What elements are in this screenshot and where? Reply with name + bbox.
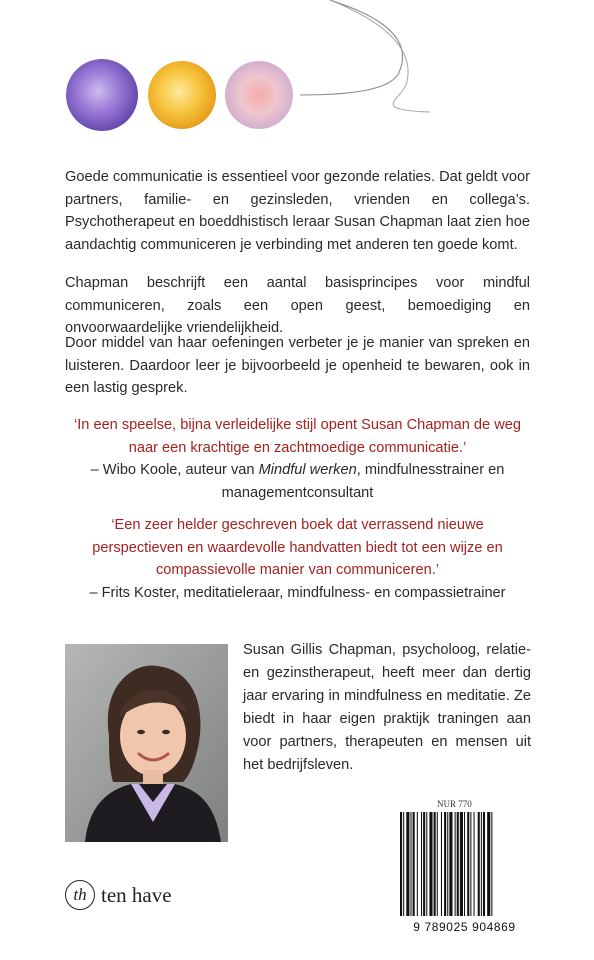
quote-author: – Frits Koster, meditatieleraar, mindfulness- en compassietrainer	[89, 584, 506, 601]
watercolor-decoration	[0, 0, 594, 140]
quote-author: – Wibo Koole, auteur van Mindful werken, mindfulnesstrainer en managementconsultant	[90, 462, 505, 501]
author-bio: Susan Gillis Chapman, psycholoog, relatie- en gezinstherapeut, heeft meer dan dertig jaar ervaring in mindfulness en meditatie. Ze biedt in haar eigen praktijk traningen aan voor partners, therapeuten en mensen uit het bedrijfsleven.	[243, 642, 531, 773]
quote-block-1	[65, 414, 530, 504]
quote-author-book: Mindful werken	[258, 462, 357, 478]
watercolor-dot-yellow-icon	[148, 61, 216, 129]
quote-text: ‘In een speelse, bijna verleidelijke stijl opent Susan Chapman de weg naar een krachtige en zachtmoedige communicatie.’	[73, 417, 521, 456]
quote-text: ‘Een zeer helder geschreven boek dat verrassend nieuwe perspectieven en waardevolle handvatten biedt tot een wijze en compassievolle manier van communiceren.’	[92, 517, 503, 578]
quote-block-2	[65, 514, 530, 604]
intro-paragraph-2: Chapman beschrijft een aantal basisprincipes voor mindful communiceren, zoals een open geest, bemoediging en onvoorwaardelijke vriendelijkheid.	[65, 275, 530, 336]
watercolor-dot-pink-icon	[225, 61, 293, 129]
intro-paragraph-3: Door middel van haar oefeningen verbeter je je manier van spreken en luisteren. Daardoor leer je bijvoorbeeld je openheid te bewaren, ook in een lastig gesprek.	[65, 335, 530, 396]
publisher-name: ten have	[101, 882, 172, 907]
string-line	[300, 0, 403, 95]
nur-code: NUR 770	[437, 799, 472, 809]
author-photo	[65, 644, 228, 842]
publisher-logo	[65, 878, 172, 912]
barcode-digits: 9 789025 904869	[413, 920, 516, 934]
publisher-mark-icon: th	[65, 880, 95, 910]
intro-paragraph-1: Goede communicatie is essentieel voor gezonde relaties. Dat geldt voor partners, familie- en gezinsleden, vrienden en collega’s. Psychotherapeut en boeddhistisch leraar Susan Chapman laat zien hoe aandachtig communiceren je verbinding met anderen ten goede komt.	[65, 169, 530, 253]
watercolor-dot-purple-icon	[66, 59, 138, 131]
barcode-icon	[399, 812, 530, 932]
